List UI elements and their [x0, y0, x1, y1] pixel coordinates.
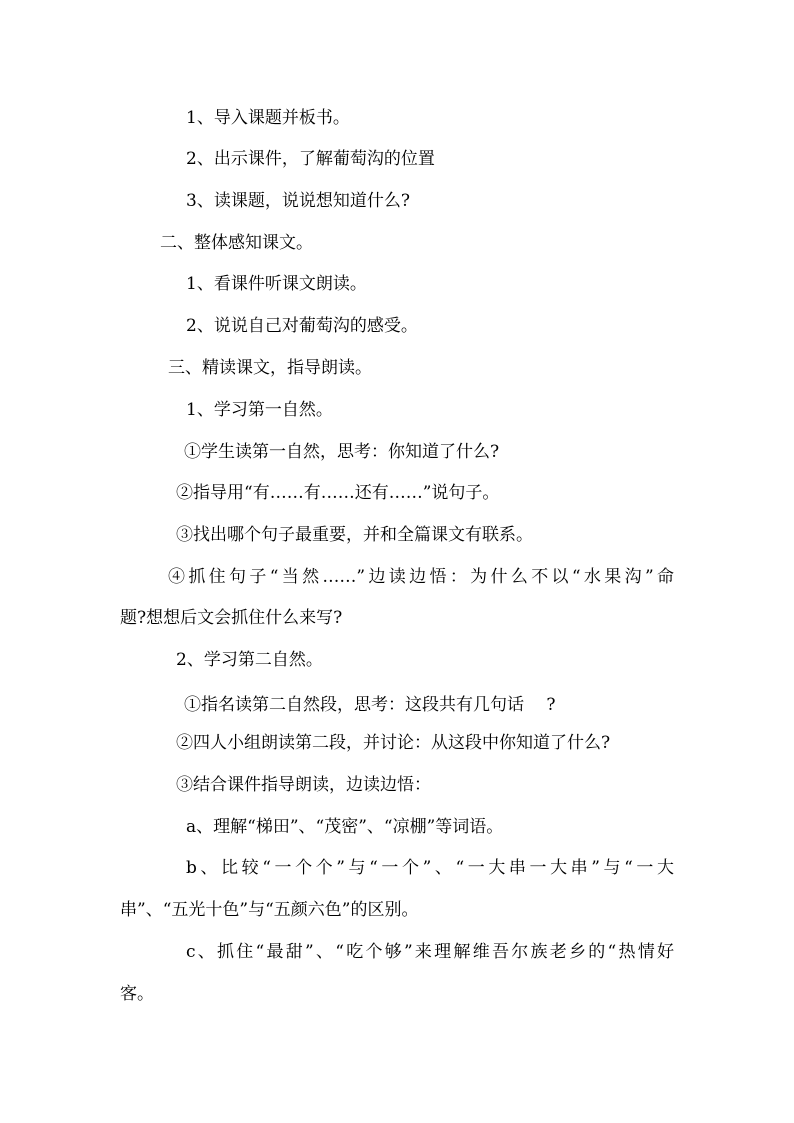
- section-2-step-1-line: 1、看课件听课文朗读。: [186, 274, 367, 294]
- sub-item-4-continuation: 题?想想后文会抓住什么来写?: [120, 608, 343, 628]
- sub-item-2-line: ②指导用“有……有……还有……”说句子。: [176, 483, 500, 503]
- step-1-line: 1、导入课题并板书。: [186, 108, 350, 128]
- step-3-line: 3、读课题，说说想知道什么?: [186, 191, 410, 211]
- point-b-line: b、比较“一个个”与“一个”、“一大串一大串”与“一大: [186, 858, 674, 878]
- step-2-line: 2、出示课件，了解葡萄沟的位置: [186, 149, 435, 169]
- sub-item-3-line: ③找出哪个句子最重要，并和全篇课文有联系。: [176, 525, 533, 545]
- section-2-step-2-line: 2、说说自己对葡萄沟的感受。: [186, 316, 418, 336]
- sub-item-4-line: ④抓住句子“当然……”边读边悟：为什么不以“水果沟”命: [168, 567, 674, 587]
- sub-item-5-line: ①指名读第二自然段，思考：这段共有几句话 ?: [184, 695, 556, 715]
- sub-item-6-line: ②四人小组朗读第二段，并讨论：从这段中你知道了什么?: [176, 733, 611, 753]
- point-a-line: a、理解“梯田”、“茂密”、“凉棚”等词语。: [186, 817, 504, 837]
- point-c-line: c、抓住“最甜”、“吃个够”来理解维吾尔族老乡的“热情好: [186, 942, 674, 962]
- section-3-step-2-line: 2、学习第二自然。: [176, 650, 323, 670]
- section-3-heading: 三、精读课文，指导朗读。: [168, 358, 372, 378]
- sub-item-1-line: ①学生读第一自然，思考：你知道了什么?: [184, 442, 500, 462]
- point-b-continuation: 串”、“五光十色”与“五颜六色”的区别。: [120, 900, 419, 920]
- sub-item-7-line: ③结合课件指导朗读，边读边悟：: [176, 775, 431, 795]
- section-3-step-1-line: 1、学习第一自然。: [186, 400, 333, 420]
- point-c-continuation: 客。: [120, 984, 154, 1004]
- section-2-heading: 二、整体感知课文。: [160, 233, 313, 253]
